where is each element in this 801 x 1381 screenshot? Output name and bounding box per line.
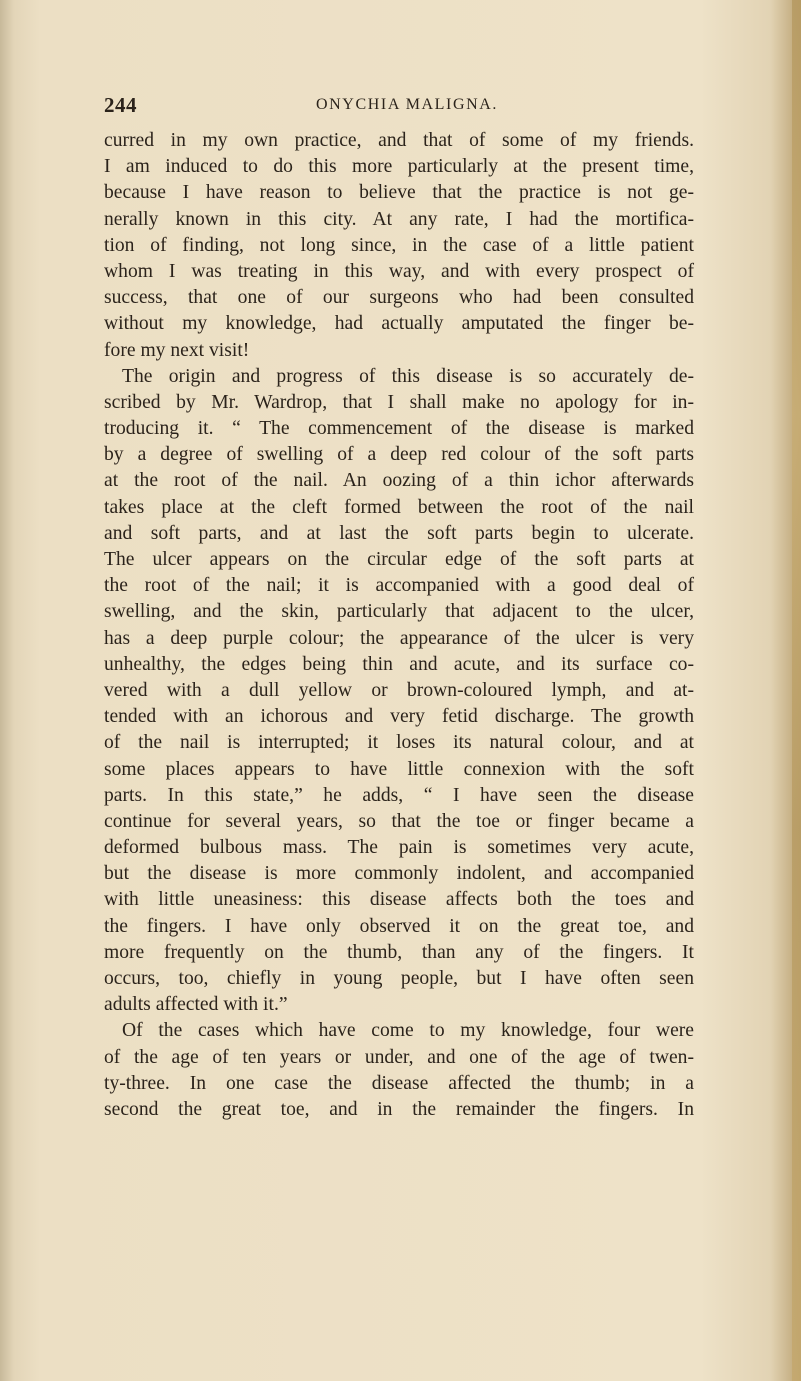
text-line: some places appears to have little connexion with the soft xyxy=(104,758,694,780)
text-line: but the disease is more commonly indolent, and accompanied xyxy=(104,863,694,885)
text-line: of the nail is interrupted; it loses its natural colour, and at xyxy=(104,732,694,754)
text-line: of the age of ten years or under, and one of the age of twen- xyxy=(104,1046,694,1068)
text-line: has a deep purple colour; the appearance of the ulcer is very xyxy=(104,627,694,649)
text-line: by a degree of swelling of a deep red colour of the soft parts xyxy=(104,444,694,466)
text-line: because I have reason to believe that the practice is not ge- xyxy=(104,182,694,204)
text-line: without my knowledge, had actually amputated the finger be- xyxy=(104,313,694,335)
text-line: ty-three. In one case the disease affected the thumb; in a xyxy=(104,1072,694,1094)
text-line: continue for several years, so that the toe or finger became a xyxy=(104,810,694,832)
text-line: the fingers. I have only observed it on the great toe, and xyxy=(104,915,694,937)
page-edge xyxy=(792,0,801,1381)
body-text xyxy=(104,128,694,1123)
text-line: curred in my own practice, and that of some of my friends. xyxy=(104,130,694,151)
text-line: The origin and progress of this disease is so accurately de- xyxy=(122,365,694,387)
text-line: tended with an ichorous and very fetid discharge. The growth xyxy=(104,706,694,728)
text-line: more frequently on the thumb, than any of the fingers. It xyxy=(104,941,694,963)
text-line: troducing it. “ The commencement of the disease is marked xyxy=(104,418,694,440)
text-line: swelling, and the skin, particularly that adjacent to the ulcer, xyxy=(104,601,694,623)
text-line: scribed by Mr. Wardrop, that I shall make no apology for in- xyxy=(104,391,694,413)
text-line: parts. In this state,” he adds, “ I have seen the disease xyxy=(104,784,694,806)
text-line: deformed bulbous mass. The pain is sometimes very acute, xyxy=(104,837,694,859)
text-line: I am induced to do this more particularly at the present time, xyxy=(104,156,694,178)
text-line: fore my next visit! xyxy=(104,339,250,361)
running-title: ONYCHIA MALIGNA. xyxy=(316,96,499,113)
text-line: unhealthy, the edges being thin and acute, and its surface co- xyxy=(104,653,694,675)
text-line: success, that one of our surgeons who had been consulted xyxy=(104,287,694,309)
page-number: 244 xyxy=(104,93,137,117)
text-line: at the root of the nail. An oozing of a thin ichor afterwards xyxy=(104,470,694,492)
text-line: the root of the nail; it is accompanied with a good deal of xyxy=(104,575,694,597)
text-line: nerally known in this city. At any rate, I had the mortifica- xyxy=(104,208,694,230)
text-line: with little uneasiness: this disease affects both the toes and xyxy=(104,889,694,911)
text-line: and soft parts, and at last the soft parts begin to ulcerate. xyxy=(104,522,694,544)
text-line: The ulcer appears on the circular edge of the soft parts at xyxy=(104,549,694,570)
text-line: takes place at the cleft formed between the root of the nail xyxy=(104,496,694,518)
text-line: tion of finding, not long since, in the case of a little patient xyxy=(104,234,694,256)
text-line: adults affected with it.” xyxy=(104,994,288,1016)
text-line: vered with a dull yellow or brown-coloured lymph, and at- xyxy=(104,679,694,701)
text-line: occurs, too, chiefly in young people, but I have often seen xyxy=(104,968,694,989)
text-line: second the great toe, and in the remainder the fingers. In xyxy=(104,1098,694,1120)
text-line: Of the cases which have come to my knowledge, four were xyxy=(122,1020,694,1042)
page-header xyxy=(104,93,694,121)
text-line: whom I was treating in this way, and with every prospect of xyxy=(104,260,694,282)
